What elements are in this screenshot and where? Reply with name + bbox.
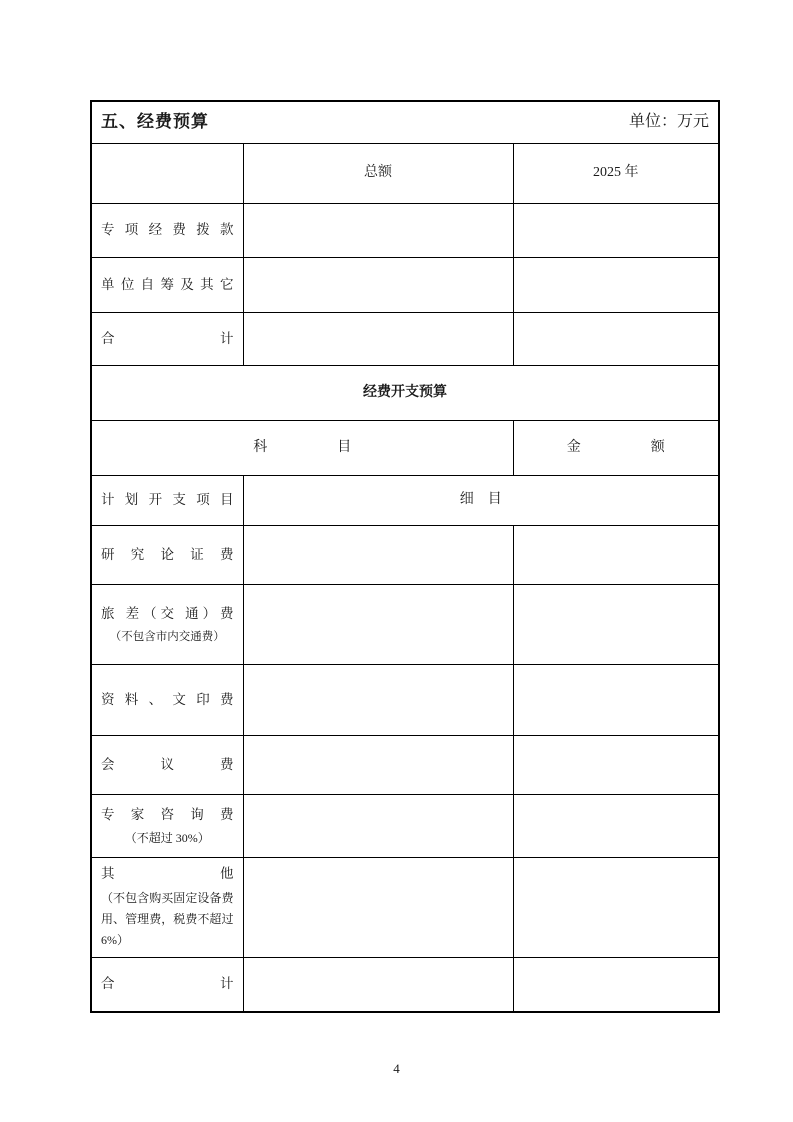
row-label-text: 专 家 咨 询 费 bbox=[101, 807, 234, 822]
page-number: 4 bbox=[393, 1061, 400, 1076]
cell-consulting-amount[interactable] bbox=[513, 794, 719, 857]
budget-table bbox=[90, 100, 720, 1013]
row-label-note: （不包含市内交通费） bbox=[109, 630, 225, 643]
table-row bbox=[91, 857, 719, 957]
table-row bbox=[91, 794, 719, 857]
cell-research-detail[interactable] bbox=[243, 525, 513, 584]
table-row bbox=[91, 365, 719, 420]
table-row bbox=[91, 203, 719, 257]
detail-header: 细 目 bbox=[243, 475, 719, 525]
plan-item-header bbox=[91, 475, 243, 525]
row-label-text: 其 他 bbox=[101, 865, 234, 881]
table-row bbox=[91, 101, 719, 143]
row-label-note: （不包含购买固定设备费用、管理费，税费不超过 6%） bbox=[101, 890, 234, 947]
table-row bbox=[91, 312, 719, 365]
subject-header: 科 目 bbox=[91, 420, 513, 475]
row-label-text: 合 计 bbox=[101, 976, 234, 992]
table-row bbox=[91, 664, 719, 735]
cell-self-raised-total[interactable] bbox=[243, 257, 513, 312]
table-row bbox=[91, 584, 719, 664]
table-row bbox=[91, 475, 719, 525]
row-label-text: 专 项 经 费 拨 款 bbox=[101, 222, 234, 237]
row-label-text: 合 计 bbox=[101, 330, 234, 346]
row-label-meeting bbox=[91, 735, 243, 794]
col-header-total: 总额 bbox=[243, 143, 513, 203]
title-row-cell bbox=[91, 101, 719, 143]
expense-section-title: 经费开支预算 bbox=[91, 365, 719, 420]
row-label-text: 研 究 论 证 费 bbox=[101, 546, 234, 562]
row-label-research bbox=[91, 525, 243, 584]
row-label-materials bbox=[91, 664, 243, 735]
cell-funding-sum-2025[interactable] bbox=[513, 312, 719, 365]
cell-special-grant-total[interactable] bbox=[243, 203, 513, 257]
cell-travel-detail[interactable] bbox=[243, 584, 513, 664]
cell-research-amount[interactable] bbox=[513, 525, 719, 584]
row-label-text: 计 划 开 支 项 目 bbox=[101, 492, 234, 507]
cell-special-grant-2025[interactable] bbox=[513, 203, 719, 257]
row-label-expense-sum bbox=[91, 957, 243, 1012]
row-label-text: 单 位 自 筹 及 其 它 bbox=[101, 276, 234, 292]
row-label-note: （不超过 30%） bbox=[124, 831, 210, 845]
cell-meeting-amount[interactable] bbox=[513, 735, 719, 794]
table-row bbox=[91, 257, 719, 312]
cell-self-raised-2025[interactable] bbox=[513, 257, 719, 312]
cell-materials-amount[interactable] bbox=[513, 664, 719, 735]
row-label-text: 资 料 、 文 印 费 bbox=[101, 691, 234, 707]
row-label-self-raised bbox=[91, 257, 243, 312]
cell-funding-sum-total[interactable] bbox=[243, 312, 513, 365]
row-label-travel bbox=[91, 584, 243, 664]
section-title: 五、经费预算 bbox=[101, 112, 209, 132]
cell-meeting-detail[interactable] bbox=[243, 735, 513, 794]
cell-consulting-detail[interactable] bbox=[243, 794, 513, 857]
row-label-funding-sum bbox=[91, 312, 243, 365]
table-row bbox=[91, 143, 719, 203]
row-label-text: 旅 差（交 通）费 bbox=[101, 605, 234, 621]
table-row bbox=[91, 735, 719, 794]
table-row bbox=[91, 420, 719, 475]
row-label-special-grant bbox=[91, 203, 243, 257]
amount-header: 金 额 bbox=[513, 420, 719, 475]
row-label-consulting bbox=[91, 794, 243, 857]
row-label-other bbox=[91, 857, 243, 957]
cell-expense-sum-amount[interactable] bbox=[513, 957, 719, 1012]
cell-materials-detail[interactable] bbox=[243, 664, 513, 735]
row-label-text: 会 议 费 bbox=[101, 756, 234, 772]
table-row bbox=[91, 957, 719, 1012]
corner-blank-cell bbox=[91, 143, 243, 203]
unit-label: 单位：万元 bbox=[629, 113, 710, 131]
table-row bbox=[91, 525, 719, 584]
title-flex bbox=[101, 112, 709, 132]
cell-expense-sum-detail[interactable] bbox=[243, 957, 513, 1012]
cell-other-detail[interactable] bbox=[243, 857, 513, 957]
col-header-year-2025: 2025 年 bbox=[513, 143, 719, 203]
cell-other-amount[interactable] bbox=[513, 857, 719, 957]
cell-travel-amount[interactable] bbox=[513, 584, 719, 664]
